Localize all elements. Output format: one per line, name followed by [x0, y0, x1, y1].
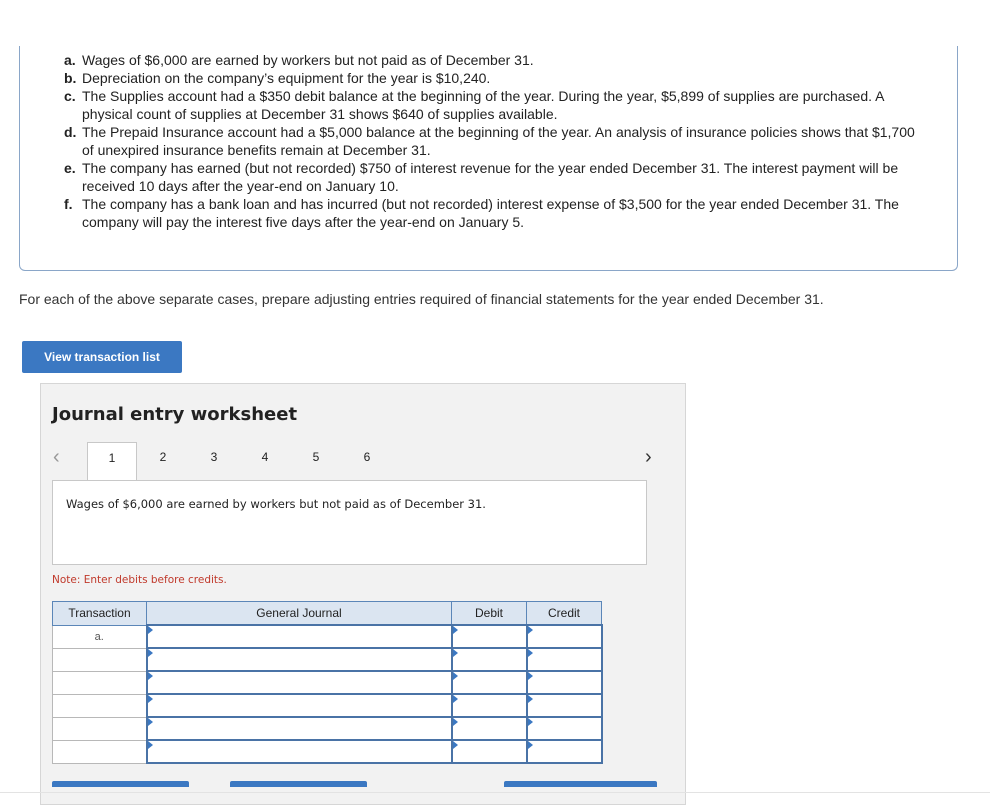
problem-item-text: The company has earned (but not recorded) $750 of interest revenue for the year ended December 31. The interest payment will be received 10 days after the year-end on January 10.	[82, 160, 899, 194]
account-input[interactable]	[147, 717, 452, 740]
table-row	[53, 740, 602, 763]
account-input[interactable]	[147, 648, 452, 671]
dropdown-marker-icon	[148, 718, 153, 726]
credit-input[interactable]	[527, 694, 602, 717]
problem-item-label: a.	[64, 52, 76, 68]
tab-6[interactable]: 6	[363, 450, 371, 464]
table-row	[53, 625, 602, 648]
transaction-cell	[53, 694, 147, 717]
problem-item-text: Depreciation on the company’s equipment for the year is $10,240.	[82, 70, 491, 86]
dropdown-marker-icon	[528, 626, 533, 634]
debit-input[interactable]	[452, 740, 527, 763]
transaction-cell	[53, 671, 147, 694]
problem-item-f	[64, 195, 924, 231]
worksheet-title: Journal entry worksheet	[52, 404, 298, 425]
account-input[interactable]	[147, 740, 452, 763]
dropdown-marker-icon	[453, 718, 458, 726]
debit-input[interactable]	[452, 625, 527, 648]
transaction-cell	[53, 648, 147, 671]
journal-table	[52, 601, 603, 764]
dropdown-marker-icon	[528, 741, 533, 749]
problem-item-text: The Prepaid Insurance account had a $5,000 balance at the beginning of the year. An analysis of insurance policies shows that $1,700 of unexpired insurance benefits remain at December 31.	[82, 124, 915, 158]
dropdown-marker-icon	[453, 695, 458, 703]
tab-3[interactable]: 3	[210, 450, 218, 464]
header-transaction: Transaction	[53, 602, 147, 626]
chevron-right-icon[interactable]: ›	[645, 446, 652, 468]
table-row	[53, 717, 602, 740]
table-row	[53, 694, 602, 717]
problem-item-label: d.	[64, 124, 77, 140]
credit-input[interactable]	[527, 625, 602, 648]
dropdown-marker-icon	[148, 695, 153, 703]
problem-item-label: e.	[64, 160, 76, 176]
header-debit: Debit	[452, 602, 527, 626]
table-row	[53, 648, 602, 671]
problem-item-d	[64, 123, 924, 159]
dropdown-marker-icon	[528, 695, 533, 703]
dropdown-marker-icon	[528, 649, 533, 657]
dropdown-marker-icon	[453, 741, 458, 749]
credit-input[interactable]	[527, 717, 602, 740]
debit-input[interactable]	[452, 648, 527, 671]
dropdown-marker-icon	[453, 649, 458, 657]
header-credit: Credit	[527, 602, 602, 626]
dropdown-marker-icon	[148, 672, 153, 680]
transaction-cell	[53, 740, 147, 763]
debit-input[interactable]	[452, 671, 527, 694]
debit-input[interactable]	[452, 717, 527, 740]
chevron-left-icon[interactable]: ‹	[53, 446, 60, 468]
view-transaction-list-button[interactable]: View transaction list	[22, 341, 182, 373]
header-general-journal: General Journal	[147, 602, 452, 626]
credit-input[interactable]	[527, 740, 602, 763]
account-input[interactable]	[147, 625, 452, 648]
table-row	[53, 671, 602, 694]
problem-item-label: c.	[64, 88, 76, 104]
credit-input[interactable]	[527, 671, 602, 694]
record-entry-button[interactable]	[52, 781, 189, 787]
dropdown-marker-icon	[453, 672, 458, 680]
dropdown-marker-icon	[148, 626, 153, 634]
problem-list	[64, 51, 924, 231]
divider	[0, 792, 990, 793]
account-input[interactable]	[147, 694, 452, 717]
journal-entry-worksheet	[40, 383, 686, 805]
tab-2[interactable]: 2	[159, 450, 167, 464]
account-input[interactable]	[147, 671, 452, 694]
credit-input[interactable]	[527, 648, 602, 671]
problem-item-text: The company has a bank loan and has incurred (but not recorded) interest expense of $3,500 for the year ended December 31. The company will pay the interest five days after the year-end on January 5.	[82, 196, 899, 230]
problem-item-text: The Supplies account had a $350 debit balance at the beginning of the year. During the year, $5,899 of supplies are purchased. A physical count of supplies at December 31 shows $640 of supplies available.	[82, 88, 884, 122]
instructions-text: For each of the above separate cases, prepare adjusting entries required of financial statements for the year ended December 31.	[19, 291, 824, 307]
problem-item-a	[64, 51, 924, 69]
problem-item-text: Wages of $6,000 are earned by workers but not paid as of December 31.	[82, 52, 534, 68]
problem-item-e	[64, 159, 924, 195]
transaction-cell	[53, 717, 147, 740]
dropdown-marker-icon	[528, 718, 533, 726]
problem-item-label: b.	[64, 70, 77, 86]
tab-4[interactable]: 4	[261, 450, 269, 464]
view-general-journal-button[interactable]	[504, 781, 657, 787]
dropdown-marker-icon	[528, 672, 533, 680]
dropdown-marker-icon	[148, 741, 153, 749]
transaction-cell: a.	[53, 625, 147, 648]
tab-5[interactable]: 5	[312, 450, 320, 464]
dropdown-marker-icon	[148, 649, 153, 657]
problem-item-c	[64, 87, 924, 123]
note-text: Note: Enter debits before credits.	[52, 574, 227, 586]
clear-entry-button[interactable]	[230, 781, 367, 787]
problem-item-label: f.	[64, 196, 73, 212]
transaction-description: Wages of $6,000 are earned by workers but not paid as of December 31.	[52, 480, 647, 565]
problem-item-b	[64, 69, 924, 87]
debit-input[interactable]	[452, 694, 527, 717]
dropdown-marker-icon	[453, 626, 458, 634]
tab-1[interactable]: 1	[87, 442, 137, 480]
